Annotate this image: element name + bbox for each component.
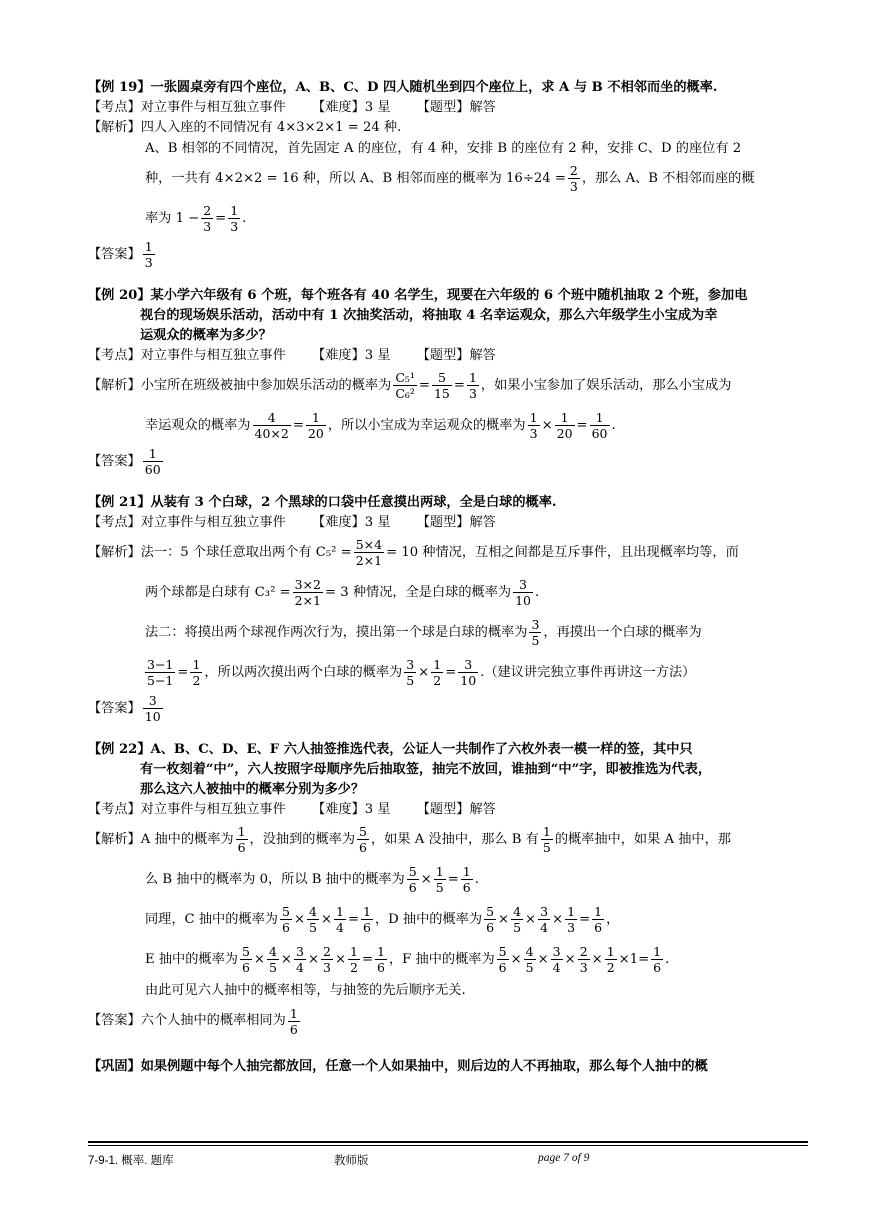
solution-text: ，D 抽中的概率为: [374, 912, 483, 927]
fraction: $\frac{5}{15}$: [433, 370, 450, 401]
solution-text: = 10 种情况，互相之间都是互斥事件，且出现概率均等，而: [386, 545, 739, 560]
fraction: $\frac{1}{3}$: [529, 410, 538, 441]
solution-text: 法二：将摸出两个球视作两次行为，摸出第一个球是白球的概率为: [145, 625, 528, 640]
footer-middle: 教师版: [334, 1155, 369, 1167]
fraction: $\frac{1}{3}$: [468, 370, 477, 401]
solution-text: 两个球都是白球有 C₃² =: [145, 585, 291, 600]
fraction: $\frac{1}{20}$: [556, 410, 573, 441]
answer-fraction: $\frac{1}{60}$: [144, 446, 161, 477]
meta-row: [88, 800, 808, 820]
fraction: $\frac{1}{2}$: [433, 657, 442, 688]
answer-label: 【答案】: [88, 700, 141, 716]
fraction: $\frac{5\times 4}{2\times 1}$: [355, 537, 383, 568]
nandu: 【难度】3 星: [312, 100, 391, 115]
page-footer: [88, 1141, 808, 1168]
answer-label: 【答案】: [88, 246, 141, 262]
meta-row: [88, 513, 808, 533]
document-page: [88, 78, 808, 1077]
solution-text: 法一：5 个球任意取出两个有 C₅² =: [140, 545, 352, 560]
nandu: 【难度】3 星: [312, 802, 391, 817]
fraction: $\frac{1}{3}$: [230, 203, 239, 234]
fraction: $\frac{3\times 2}{2\times 1}$: [294, 577, 321, 608]
fraction: $\frac{2}{3}$: [569, 163, 578, 194]
answer-fraction: $\frac{3}{10}$: [144, 693, 161, 724]
nandu: 【难度】3 星: [312, 348, 391, 363]
fraction: $\frac{1}{60}$: [591, 410, 608, 441]
tixing: 【题型】解答: [416, 515, 496, 530]
solution-text: ，没抽到的概率为: [249, 832, 356, 847]
solution-text: 同理，C 抽中的概率为: [145, 912, 278, 927]
answer-text: 六个人抽中的概率相同为: [140, 1013, 286, 1028]
gonggu-title: 【巩固】如果例题中每个人抽完都放回，任意一个人如果抽中，则后边的人不再抽取，那么每个人抽中的概: [88, 1059, 708, 1074]
fraction: $\frac{3-1}{5-1}$: [147, 657, 174, 688]
fraction: $\frac{2}{3}$: [203, 203, 212, 234]
example-title: 【例 20】某小学六年级有 6 个班，每个班各有 40 名学生，现要在六年级的 6 个班中随机抽取 2 个班，参加电 视台的现场娱乐活动，活动中有 1 次抽奖活动，将抽取 4 名幸运观众，那么六年级学生小宝成为幸 运观众的概率为多少？: [88, 288, 748, 343]
example-title: 【例 21】从装有 3 个白球，2 个黑球的口袋中任意摸出两球，全是白球的概率.: [88, 495, 557, 510]
solution-text: 率为 1 −: [145, 211, 200, 226]
solution-text: ，所以小宝成为幸运观众的概率为: [327, 418, 526, 433]
kaodian: 【考点】对立事件与相互独立事件: [88, 515, 286, 530]
example-title: 【例 22】A、B、C、D、E、F 六人抽签推选代表，公证人一共制作了六枚外表一模一样的签，其中只 有一枚刻着“中”，六人按照字母顺序先后抽取签，抽完不放回，谁抽到“中”字，即被推选为代表， 那么这六人被抽中的概率分别为多少？: [88, 742, 712, 797]
solution-text: ，那么 A、B 不相邻而座的概: [581, 171, 755, 186]
kaodian: 【考点】对立事件与相互独立事件: [88, 100, 286, 115]
example-title: 【例 19】一张圆桌旁有四个座位，A、B、C、D 四人随机坐到四个座位上，求 A 与 B 不相邻而坐的概率.: [88, 80, 718, 95]
answer-fraction: $\frac{1}{6}$: [289, 1005, 298, 1037]
solution-text: =: [215, 211, 227, 226]
answer-row: [88, 446, 808, 477]
jiexi-label: 【解析】: [88, 832, 141, 847]
solution-text: ，所以两次摸出两个白球的概率为: [204, 665, 403, 680]
fraction: $\frac{3}{5}$: [406, 657, 415, 688]
answer-row: [88, 1001, 808, 1041]
solution-text: 四人入座的不同情况有 4×3×2×1 = 24 种.: [140, 120, 402, 135]
fraction: $\frac{4}{40\times 2}$: [254, 410, 289, 441]
solution-text: ，再摸出一个白球的概率为: [543, 625, 702, 640]
solution-text: 小宝所在班级被抽中参加娱乐活动的概率为: [140, 378, 392, 393]
answer-label: 【答案】: [88, 453, 141, 469]
solution-text: 幸运观众的概率为: [145, 418, 251, 433]
example-19: 【例 19】一张圆桌旁有四个座位，A、B、C、D 四人随机坐到四个座位上，求 A 与 B 不相邻而坐的概率. 【考点】对立事件与相互独立事件 【难度】3 星 【题型】解答 【解析】四人入座的不同情况有 4×3×2×1 = 24 种. A、B 相邻的不同情况，首先固定 A 的座位，有 4 种，安排 B 的座位有 2 种，安排 C、D 的座位有 2 种，一共有 4×2×2 = 16 种，所以 A、B 相邻而座的概率为 16÷24 = $\frac{2}{3}$ ，那么 A、B 不相邻而座的概 率为 1 − $\frac{2}{3}$ = $\frac{1}{3}$ . 【答案】 $\frac{1}{3}$: [88, 78, 808, 270]
solution-text: 么 B 抽中的概率为 0，所以 B 抽中的概率为: [145, 872, 405, 887]
jiexi-label: 【解析】: [88, 378, 141, 393]
answer-row: [88, 239, 808, 270]
example-20: 【例 20】某小学六年级有 6 个班，每个班各有 40 名学生，现要在六年级的 6 个班中随机抽取 2 个班，参加电 视台的现场娱乐活动，活动中有 1 次抽奖活动，将抽取 4 名幸运观众，那么六年级学生小宝成为幸 运观众的概率为多少？ 【考点】对立事件与相互独立事件 【难度】3 星 【题型】解答 【解析】小宝所在班级被抽中参加娱乐活动的概率为 $\frac{\text{C₅¹}}{\text{C₆²}}$ = $\frac{5}{15}$ = $\frac{1}{3}$ ，如果小宝参加了娱乐活动，那么小宝成为 幸运观众的概率为 $\frac{4}{40\times 2}$ = $\frac{1}{20}$ ，所以小宝成为幸运观众的概率为 $\frac{1}{3}$ × $\frac{1}{20}$ = $\frac{1}{60}$ . 【答案】 $\frac{1}{60}$: [88, 286, 808, 477]
footer-left: 7-9-1. 概率. 题库: [88, 1155, 174, 1167]
example-22: 【例 22】A、B、C、D、E、F 六人抽签推选代表，公证人一共制作了六枚外表一模一样的签，其中只 有一枚刻着“中”，六人按照字母顺序先后抽取签，抽完不放回，谁抽到“中”字，即被推选为代表， 那么这六人被抽中的概率分别为多少？ 【考点】对立事件与相互独立事件 【难度】3 星 【题型】解答 【解析】A 抽中的概率为 $\frac{1}{6}$ ，没抽到的概率为 $\frac{5}{6}$ ，如果 A 没抽中，那么 B 有 $\frac{1}{5}$ 的概率抽中，如果 A 抽中，那 么 B 抽中的概率为 0，所以 B 抽中的概率为 $\frac{5}{6}$ × $\frac{1}{5}$ = $\frac{1}{6}$ . 同理，C 抽中的概率为 $\frac{5}{6}$ × $\frac{4}{5}$ × $\frac{1}{4}$ = $\frac{1}{6}$ ，D 抽中的概率为 $\frac{5}{6}$ × $\frac{4}{5}$ × $\frac{3}{4}$ × $\frac{1}{3}$ = $\frac{1}{6}$ ， E 抽中的概率为 $\frac{5}{6}$ × $\frac{4}{5}$ × $\frac{3}{4}$ × $\frac{2}{3}$ × $\frac{1}{2}$ = $\frac{1}{6}$ ，F 抽中的概率为 $\frac{5}{6}$ × $\frac{4}{5}$ × $\frac{3}{4}$ × $\frac{2}{3}$ × $\frac{1}{2}$ ×1= $\frac{1}{6}$ . 由此可见六人抽中的概率相等，与抽签的先后顺序无关. 【答案】 六个人抽中的概率相同为 $\frac{1}{6}$: [88, 740, 808, 1041]
solution-text: ，如果小宝参加了娱乐活动，那么小宝成为: [480, 378, 732, 393]
fraction: $\frac{\text{C₅¹}}{\text{C₆²}}$: [395, 370, 415, 401]
kaodian: 【考点】对立事件与相互独立事件: [88, 802, 286, 817]
solution-text: .（建议讲完独立事件再讲这一方法）: [480, 665, 696, 680]
fraction: $\frac{1}{20}$: [307, 410, 324, 441]
solution-text: 的概率抽中，如果 A 抽中，那: [554, 832, 731, 847]
kaodian: 【考点】对立事件与相互独立事件: [88, 348, 286, 363]
solution-text: = 3 种情况，全是白球的概率为: [325, 585, 512, 600]
tixing: 【题型】解答: [416, 100, 496, 115]
answer-fraction: $\frac{1}{3}$: [144, 239, 153, 270]
solution-text: ，如果 A 没抽中，那么 B 有: [371, 832, 539, 847]
meta-row: [88, 98, 808, 118]
answer-row: [88, 693, 808, 724]
solution-text: E 抽中的概率为: [145, 952, 238, 967]
fraction: $\frac{3}{10}$: [515, 577, 531, 608]
page-number: page 7 of 9: [538, 1152, 590, 1164]
fraction: $\frac{3}{5}$: [531, 617, 540, 648]
jiexi-label: 【解析】: [88, 545, 141, 560]
nandu: 【难度】3 星: [312, 515, 391, 530]
solution-text: ，F 抽中的概率为: [388, 952, 495, 967]
jiexi-label: 【解析】: [88, 120, 141, 135]
fraction: $\frac{1}{2}$: [192, 657, 201, 688]
solution-text: A、B 相邻的不同情况，首先固定 A 的座位，有 4 种，安排 B 的座位有 2 种，安排 C、D 的座位有 2: [145, 141, 742, 156]
fraction: $\frac{3}{10}$: [460, 657, 477, 688]
solution-text: 由此可见六人抽中的概率相等，与抽签的先后顺序无关.: [145, 983, 466, 998]
tixing: 【题型】解答: [416, 348, 496, 363]
example-21: 【例 21】从装有 3 个白球，2 个黑球的口袋中任意摸出两球，全是白球的概率. 【考点】对立事件与相互独立事件 【难度】3 星 【题型】解答 【解析】法一：5 个球任意取出两个有 C₅² = $\frac{5\times 4}{2\times 1}$ = 10 种情况，互相之间都是互斥事件，且出现概率均等，而 两个球都是白球有 C₃² = $\frac{3\times 2}{2\times 1}$ = 3 种情况，全是白球的概率为 $\frac{3}{10}$ . 法二：将摸出两个球视作两次行为，摸出第一个球是白球的概率为 $\frac{3}{5}$ ，再摸出一个白球的概率为 $\frac{3-1}{5-1}$ = $\frac{1}{2}$ ，所以两次摸出两个白球的概率为 $\frac{3}{5}$ × $\frac{1}{2}$ = $\frac{3}{10}$ .（建议讲完独立事件再讲这一方法） 【答案】 $\frac{3}{10}$: [88, 493, 808, 724]
meta-row: [88, 346, 808, 366]
solution-text: A 抽中的概率为: [140, 832, 234, 847]
solution-text: 种，一共有 4×2×2 = 16 种，所以 A、B 相邻而座的概率为 16÷24 =: [145, 171, 566, 186]
answer-label: 【答案】: [88, 1013, 141, 1028]
tixing: 【题型】解答: [416, 802, 496, 817]
